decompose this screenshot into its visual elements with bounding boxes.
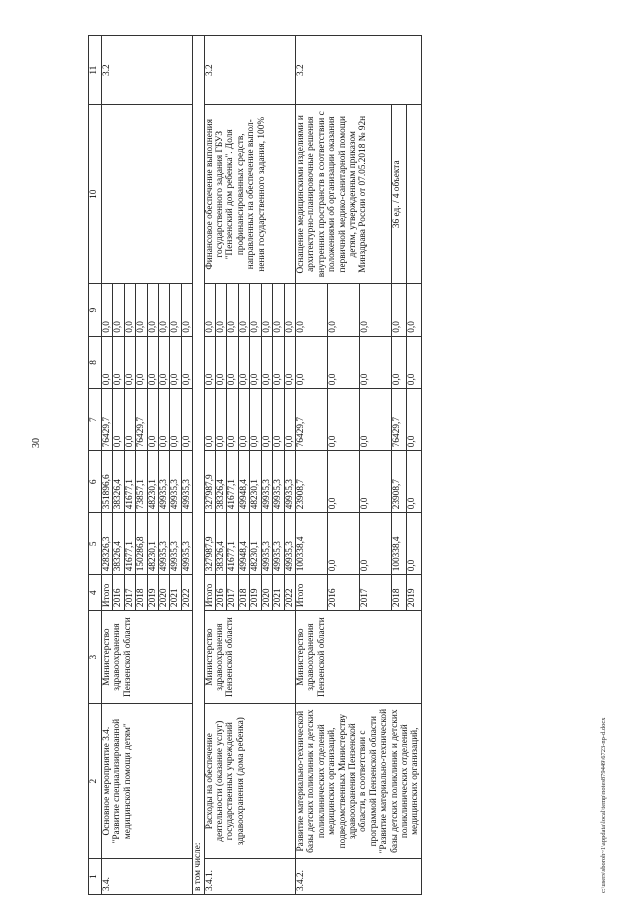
value-cell: 0,0 [227, 389, 238, 451]
executor: Министерство здравоохранения Пензенской области [204, 611, 295, 704]
value-cell: 0,0 [227, 336, 238, 388]
year-cell: Итого [102, 575, 113, 611]
value-cell: 0,0 [284, 389, 295, 451]
value-cell: 0,0 [159, 284, 170, 336]
in-total-row [193, 36, 204, 895]
year-cell: 2019 [250, 575, 261, 611]
value-cell: 0,0 [392, 336, 407, 388]
value-cell: 49948,4 [238, 451, 249, 513]
value-cell: 0,0 [261, 389, 272, 451]
value-cell: 23908,7 [392, 451, 407, 513]
value-cell: 0,0 [216, 389, 227, 451]
table-row [295, 36, 327, 895]
value-cell: 0,0 [147, 284, 158, 336]
executor: Министерство здравоохранения Пензенской области [102, 611, 193, 704]
value-cell: 49935,3 [273, 451, 284, 513]
value-cell: 0,0 [204, 284, 215, 336]
year-cell: 2018 [136, 575, 147, 611]
value-cell: 76429,7 [102, 389, 113, 451]
value-cell: 0,0 [227, 284, 238, 336]
value-cell: 0,0 [406, 284, 421, 336]
value-cell: 49935,3 [170, 451, 181, 513]
value-cell: 0,0 [360, 513, 392, 575]
year-cell: 2016 [216, 575, 227, 611]
file-path-footer: c:\users\sboroh~1\appdata\local\temp\notes879449\6723-np-d.docx [600, 717, 607, 893]
value-cell: 0,0 [250, 336, 261, 388]
value-cell: 76429,7 [295, 389, 327, 451]
result-quantity: 36 ед. / 4 объекта [392, 105, 407, 284]
value-cell: 0,0 [170, 284, 181, 336]
value-cell: 0,0 [102, 336, 113, 388]
value-cell: 0,0 [216, 284, 227, 336]
value-cell: 41677,1 [124, 451, 135, 513]
col-header: 8 [89, 336, 102, 388]
measure-name: Расходы на обеспечение деятельности (оказание услуг) государственных учреждений здравоохранения (дома ребенка) [204, 704, 295, 859]
year-cell: 2020 [159, 575, 170, 611]
measure-name: Развитие материально-технической базы детских поликлиник и детских поликлинических отделений медицинских организаций, подведомственных Министерству здравоохранения Пензенской области, в соответствии с программой Пензенской области "Развитие материально-технической базы детских поликлиник и детских поликлинических отделений медицинских организаций, [295, 704, 421, 859]
value-cell: 0,0 [136, 336, 147, 388]
value-cell: 0,0 [392, 284, 407, 336]
value-cell: 41677,1 [124, 513, 135, 575]
row-number: 3.4.1. [204, 859, 295, 895]
value-cell: 150286,8 [136, 513, 147, 575]
result-description: Финансовое обеспечение выполнения государственного задания ГБУЗ "Пензенский дом ребенка". Доля профинансированных средств, направленных на обеспечение выпол-нения государственного задания, 100% [204, 105, 295, 284]
value-cell: 41677,1 [227, 513, 238, 575]
value-cell: 0,0 [250, 284, 261, 336]
indicator-code: 3.2 [295, 36, 421, 105]
year-cell: 2019 [147, 575, 158, 611]
page-number: 30 [31, 438, 42, 448]
value-cell: 0,0 [124, 389, 135, 451]
value-cell: 0,0 [360, 451, 392, 513]
value-cell: 0,0 [273, 284, 284, 336]
col-header: 11 [89, 36, 102, 105]
col-header: 1 [89, 859, 102, 895]
value-cell: 351896,6 [102, 451, 113, 513]
year-cell: 2022 [181, 575, 192, 611]
executor: Министерство здравоохранения Пензенской области [295, 611, 421, 704]
value-cell: 49935,3 [273, 513, 284, 575]
measure-name: Основное мероприятие 3.4. "Развитие специализированной медицинской помощи детям" [102, 704, 193, 859]
year-cell: 2020 [261, 575, 272, 611]
row-number: 3.4. [102, 859, 193, 895]
value-cell: 38326,4 [216, 451, 227, 513]
value-cell: 0,0 [124, 336, 135, 388]
value-cell: 49935,3 [261, 451, 272, 513]
value-cell: 0,0 [238, 336, 249, 388]
header-row [89, 36, 102, 895]
value-cell: 0,0 [170, 389, 181, 451]
value-cell: 0,0 [406, 513, 421, 575]
col-header: 2 [89, 704, 102, 859]
value-cell: 0,0 [216, 336, 227, 388]
value-cell: 0,0 [147, 336, 158, 388]
value-cell: 0,0 [327, 336, 359, 388]
indicator-code: 3.2 [102, 36, 193, 105]
value-cell: 0,0 [327, 451, 359, 513]
result-description: Оснащение медицинскими изделиями и архитектурно-планировочные решения внутренних пространств в соответствии с положениями об организации оказания первичной медико-санитарной помощи детям, утвержденным приказом Минздрава России от 07.05.2018 № 92н [295, 105, 391, 284]
year-cell: 2018 [238, 575, 249, 611]
value-cell: 38326,4 [216, 513, 227, 575]
value-cell: 49935,3 [159, 451, 170, 513]
value-cell: 100338,4 [295, 513, 327, 575]
value-cell: 0,0 [136, 284, 147, 336]
value-cell: 73857,1 [136, 451, 147, 513]
value-cell: 48230,1 [147, 513, 158, 575]
value-cell: 48230,1 [250, 451, 261, 513]
year-cell: 2016 [113, 575, 124, 611]
value-cell: 48230,1 [250, 513, 261, 575]
value-cell: 49935,3 [181, 451, 192, 513]
value-cell: 0,0 [159, 336, 170, 388]
value-cell: 428326,3 [102, 513, 113, 575]
value-cell: 327987,9 [204, 451, 215, 513]
value-cell: 0,0 [327, 284, 359, 336]
indicator-code: 3.2 [204, 36, 295, 105]
value-cell: 49935,3 [159, 513, 170, 575]
value-cell: 0,0 [181, 336, 192, 388]
value-cell: 49935,3 [261, 513, 272, 575]
table-row [102, 36, 113, 895]
col-header: 7 [89, 389, 102, 451]
value-cell: 0,0 [360, 284, 392, 336]
value-cell: 0,0 [181, 284, 192, 336]
col-header: 10 [89, 105, 102, 284]
value-cell: 0,0 [113, 389, 124, 451]
rotated-table-container [88, 35, 604, 895]
value-cell: 0,0 [170, 336, 181, 388]
value-cell: 76429,7 [136, 389, 147, 451]
col-header: 9 [89, 284, 102, 336]
value-cell: 0,0 [273, 389, 284, 451]
value-cell: 0,0 [406, 336, 421, 388]
col-header: 4 [89, 575, 102, 611]
value-cell: 0,0 [406, 389, 421, 451]
year-cell: 2018 [392, 575, 407, 611]
value-cell: 0,0 [102, 284, 113, 336]
year-cell: Итого [295, 575, 327, 611]
value-cell: 0,0 [284, 284, 295, 336]
year-cell: Итого [204, 575, 215, 611]
col-header: 5 [89, 513, 102, 575]
row-number: 3.4.2. [295, 859, 421, 895]
value-cell: 76429,7 [392, 389, 407, 451]
year-cell: 2016 [327, 575, 359, 611]
table-row [204, 36, 215, 895]
value-cell: 0,0 [360, 389, 392, 451]
value-cell: 0,0 [147, 389, 158, 451]
value-cell: 49935,3 [284, 451, 295, 513]
value-cell: 0,0 [238, 389, 249, 451]
value-cell: 0,0 [113, 284, 124, 336]
year-cell: 2021 [273, 575, 284, 611]
value-cell: 0,0 [360, 336, 392, 388]
value-cell: 0,0 [295, 336, 327, 388]
year-cell: 2017 [227, 575, 238, 611]
program-table [88, 35, 422, 895]
col-header: 3 [89, 611, 102, 704]
year-cell: 2022 [284, 575, 295, 611]
value-cell: 0,0 [238, 284, 249, 336]
year-cell: 2017 [360, 575, 392, 611]
year-cell: 2017 [124, 575, 135, 611]
value-cell: 0,0 [406, 451, 421, 513]
value-cell: 0,0 [273, 336, 284, 388]
value-cell: 0,0 [159, 389, 170, 451]
value-cell: 0,0 [181, 389, 192, 451]
value-cell: 49935,3 [284, 513, 295, 575]
value-cell: 0,0 [261, 284, 272, 336]
value-cell: 38326,4 [113, 513, 124, 575]
value-cell: 38326,4 [113, 451, 124, 513]
result-quantity-empty [406, 105, 421, 284]
value-cell: 41677,1 [227, 451, 238, 513]
value-cell: 23908,7 [295, 451, 327, 513]
value-cell: 0,0 [284, 336, 295, 388]
value-cell: 327987,9 [204, 513, 215, 575]
value-cell: 48230,1 [147, 451, 158, 513]
result-description [102, 105, 193, 284]
value-cell: 49948,4 [238, 513, 249, 575]
value-cell: 49935,3 [170, 513, 181, 575]
value-cell: 0,0 [327, 513, 359, 575]
value-cell: 0,0 [113, 336, 124, 388]
value-cell: 100338,4 [392, 513, 407, 575]
value-cell: 0,0 [327, 389, 359, 451]
value-cell: 0,0 [261, 336, 272, 388]
in-total-label: в том числе: [193, 36, 204, 895]
value-cell: 0,0 [124, 284, 135, 336]
value-cell: 49935,3 [181, 513, 192, 575]
value-cell: 0,0 [204, 389, 215, 451]
value-cell: 0,0 [295, 284, 327, 336]
col-header: 6 [89, 451, 102, 513]
year-cell: 2021 [170, 575, 181, 611]
value-cell: 0,0 [250, 389, 261, 451]
year-cell: 2019 [406, 575, 421, 611]
value-cell: 0,0 [204, 336, 215, 388]
